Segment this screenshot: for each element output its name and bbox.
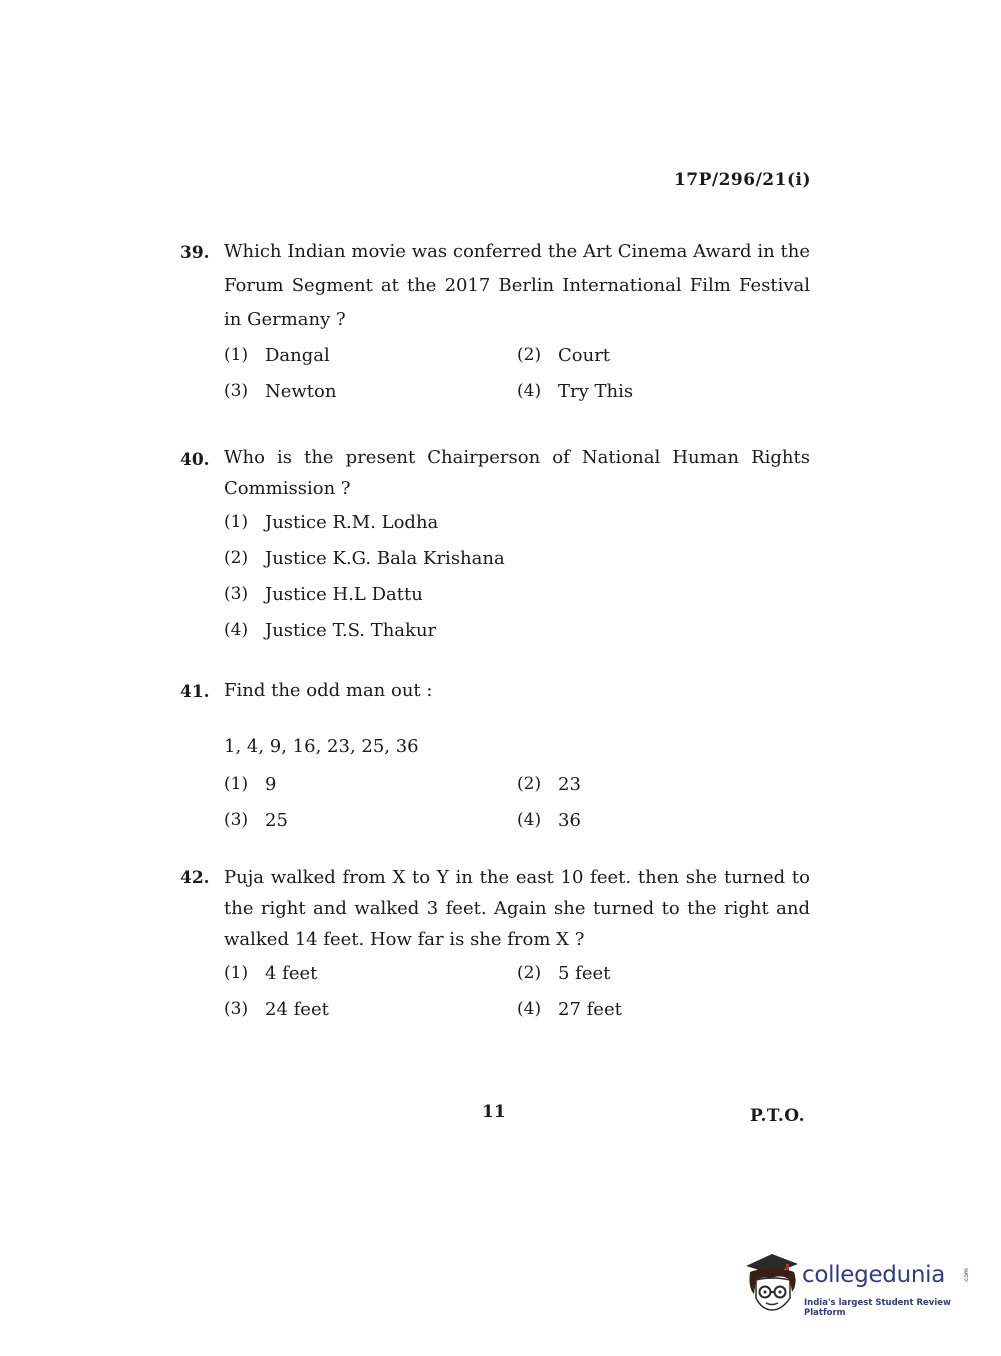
collegedunia-logo xyxy=(742,1250,974,1322)
question-number: 41. xyxy=(180,682,210,702)
option-2 xyxy=(517,345,810,366)
question-number: 40. xyxy=(180,450,210,470)
pto-label: P.T.O. xyxy=(750,1106,805,1126)
options xyxy=(224,766,810,838)
option-row xyxy=(224,991,810,1027)
student-mascot-icon xyxy=(742,1250,802,1314)
option-text: 24 feet xyxy=(265,998,329,1020)
option-number: (4) xyxy=(224,620,249,640)
question-text: Find the odd man out : xyxy=(224,680,433,701)
option-3 xyxy=(224,381,517,402)
option-2 xyxy=(517,774,810,795)
option-3 xyxy=(224,999,517,1020)
option-1 xyxy=(224,345,517,366)
brand-name: collegedunia xyxy=(802,1262,946,1288)
question-41 xyxy=(180,674,810,838)
option-2 xyxy=(517,963,810,984)
option-number: (3) xyxy=(224,584,249,604)
option-text: Newton xyxy=(265,380,337,402)
option-number: (2) xyxy=(517,773,542,794)
option-row xyxy=(224,766,810,802)
option-text: 27 feet xyxy=(558,998,622,1020)
brand-domain: .com xyxy=(962,1268,970,1283)
number-sequence: 1, 4, 9, 16, 23, 25, 36 xyxy=(224,736,419,757)
question-text: Which Indian movie was conferred the Art Cinema Award in the Forum Segment at the 2017 Berlin International Film Festival in Germany ? xyxy=(224,241,810,330)
option-number: (4) xyxy=(517,809,542,830)
question-text: Puja walked from X to Y in the east 10 feet. then she turned to the right and walked 3 feet. Again she turned to the right and walked 14 feet. How far is she from X ? xyxy=(224,867,810,950)
option-text: 9 xyxy=(265,773,277,795)
option-3 xyxy=(224,810,517,831)
option-number: (3) xyxy=(224,998,249,1019)
option-4 xyxy=(517,999,810,1020)
option-number: (2) xyxy=(517,344,542,365)
option-number: (4) xyxy=(517,380,542,401)
page-number: 11 xyxy=(482,1102,506,1122)
options xyxy=(224,337,810,409)
option-number: (1) xyxy=(224,773,249,794)
option-row xyxy=(224,955,810,991)
option-4 xyxy=(224,612,810,648)
option-text: Dangal xyxy=(265,344,330,366)
option-number: (2) xyxy=(224,548,249,568)
paper-code: 17P/296/21(i) xyxy=(673,170,811,190)
option-row xyxy=(224,802,810,838)
option-number: (1) xyxy=(224,962,249,983)
option-4 xyxy=(517,810,810,831)
options xyxy=(224,955,810,1027)
question-number: 39. xyxy=(180,243,210,263)
option-text: 5 feet xyxy=(558,962,611,984)
options xyxy=(224,504,810,648)
option-text: Justice T.S. Thakur xyxy=(265,619,437,641)
option-text: Try This xyxy=(558,380,634,402)
option-4 xyxy=(517,381,810,402)
option-row xyxy=(224,337,810,373)
option-text: 23 xyxy=(558,773,581,795)
option-text: 4 feet xyxy=(265,962,318,984)
option-3 xyxy=(224,576,810,612)
option-row xyxy=(224,373,810,409)
option-text: Justice K.G. Bala Krishana xyxy=(265,547,505,569)
option-number: (1) xyxy=(224,512,249,532)
option-1 xyxy=(224,774,517,795)
option-number: (3) xyxy=(224,809,249,830)
option-2 xyxy=(224,540,810,576)
option-text: Justice R.M. Lodha xyxy=(265,511,439,533)
option-text: 36 xyxy=(558,809,581,831)
question-42 xyxy=(180,862,810,1027)
option-1 xyxy=(224,504,810,540)
question-number: 42. xyxy=(180,868,210,888)
option-text: Justice H.L Dattu xyxy=(265,583,423,605)
question-40 xyxy=(180,442,810,648)
option-text: Court xyxy=(558,344,611,366)
option-number: (3) xyxy=(224,380,249,401)
option-number: (1) xyxy=(224,344,249,365)
brand-tagline: India's largest Student Review Platform xyxy=(804,1298,951,1318)
option-number: (2) xyxy=(517,962,542,983)
option-text: 25 xyxy=(265,809,288,831)
option-1 xyxy=(224,963,517,984)
option-number: (4) xyxy=(517,998,542,1019)
question-text: Who is the present Chairperson of National Human Rights Commission ? xyxy=(224,447,810,499)
question-39 xyxy=(180,235,810,409)
